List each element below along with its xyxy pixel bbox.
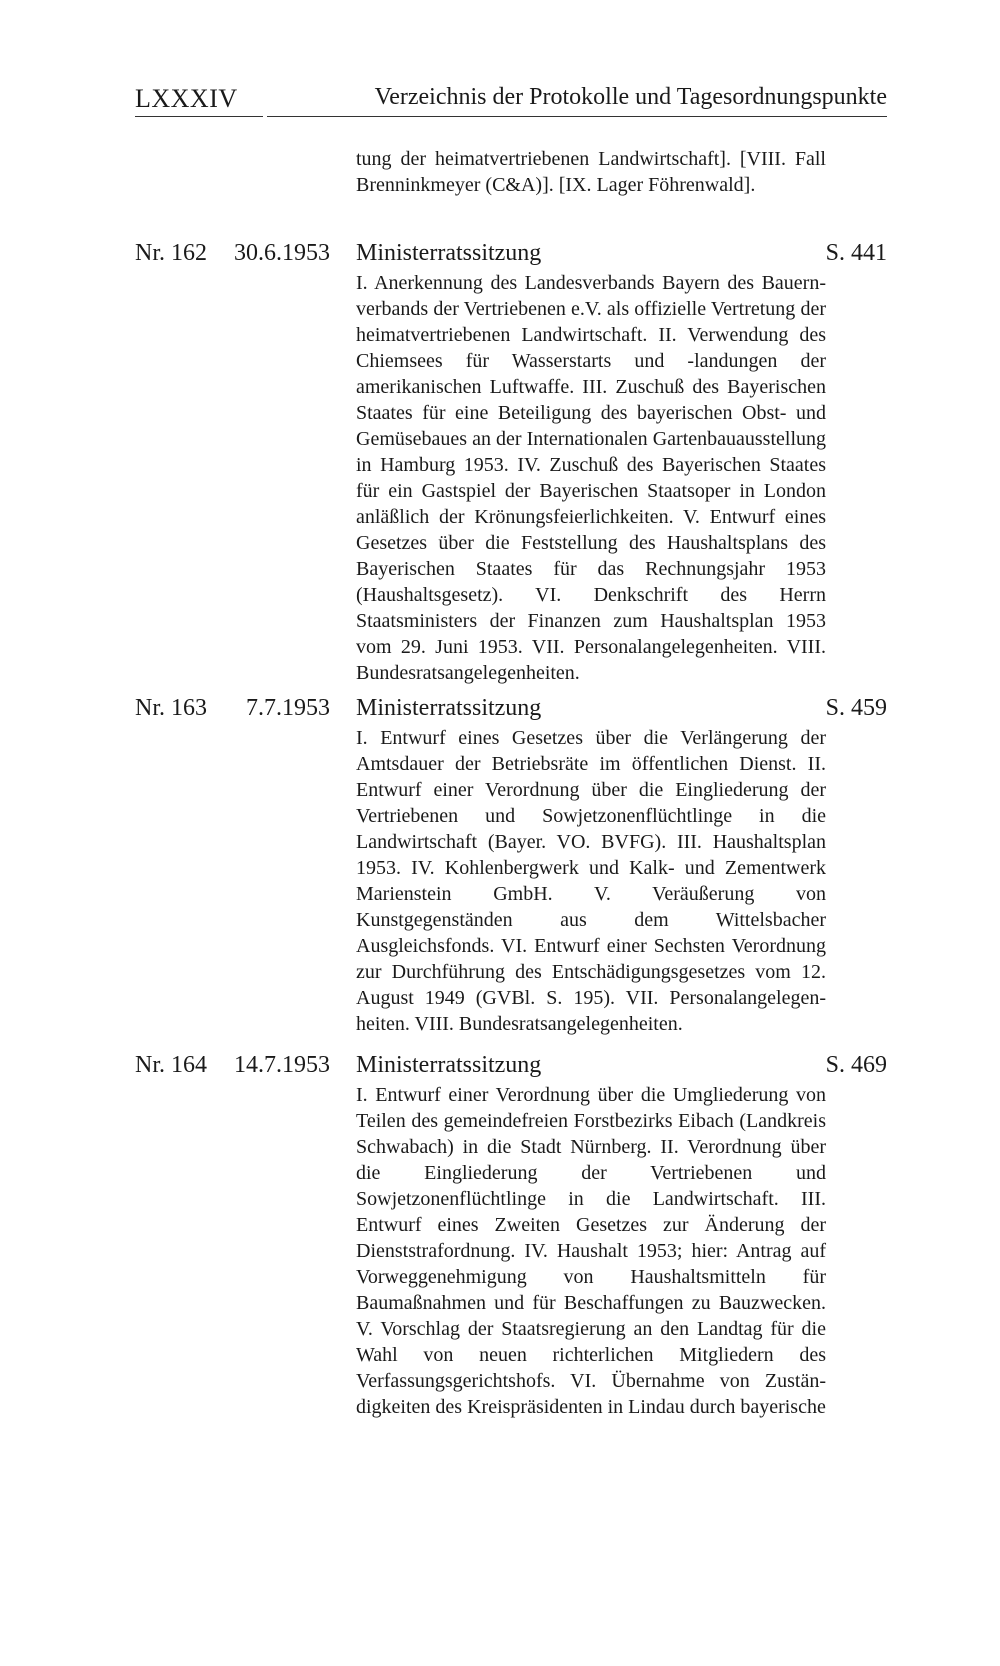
entry-number: Nr. 162 xyxy=(135,240,207,266)
entry-date: 14.7.1953 xyxy=(234,1052,330,1078)
entry-agenda: I. Entwurf einer Verordnung über die Umgliederung von Teilen des gemeindefreien Forstbezirks Eibach (Landkreis Schwabach) in die Stadt Nürnberg. II. Verordnung über die Eingliederung der Vertriebenen und Sowjetzonenflüchtlinge in die Landwirtschaft. III. Entwurf eines Zweiten Gesetzes zur Änderung der Dienststrafordnung. IV. Haushalt 1953; hier: Antrag auf Vorweggenehmigung von Haushaltsmitteln für Baumaßnahmen und für Beschaffungen zu Bauzwecken. V. Vorschlag der Staatsregierung an den Landtag für die Wahl von neuen richterlichen Mitgliedern des Verfassungsgerichtshofs. VI. Übernahme von Zuständigkeiten des Kreispräsidenten in Lindau durch bayerische xyxy=(356,1084,826,1418)
continuation-text: tung der heimatvertriebenen Landwirtschaft]. [VIII. Fall Brenninkmeyer (C&A)]. [IX. Lager Föhrenwald]. xyxy=(356,148,826,196)
header-rule-right xyxy=(267,116,887,117)
protocol-entry xyxy=(135,695,887,1035)
protocol-entry xyxy=(135,1052,887,1452)
entry-agenda: I. Anerkennung des Landesverbands Bayern des Bauernverbands der Vertriebenen e.V. als offizielle Vertretung der heimatvertriebenen Landwirtschaft. II. Verwendung des Chiemsees für Wasserstarts und -landungen der amerikanischen Luftwaffe. III. Zuschuß des Bayerischen Staates für eine Beteiligung des bayerischen Obst- und Gemüsebaues an der Internationalen Gartenbauausstellung in Hamburg 1953. IV. Zuschuß des Bayerischen Staates für ein Gastspiel der Bayerischen Staatsoper in London anläßlich der Krönungsfeierlichkeiten. V. Entwurf eines Gesetzes über die Feststellung des Haushaltsplans des Bayerischen Staates für das Rechnungsjahr 1953 (Haushaltsgesetz). VI. Denkschrift des Herrn Staatsministers der Finanzen zum Haushaltsplan 1953 vom 29. Juni 1953. VII. Personalangelegenheiten. VIII. Bundesratsangelegenheiten. xyxy=(356,272,826,684)
entry-kind: Ministerratssitzung xyxy=(356,1052,542,1078)
entry-agenda: I. Entwurf eines Gesetzes über die Verlängerung der Amtsdauer der Betriebsräte im öffentlichen Dienst. II. Entwurf einer Verordnung über die Eingliederung der Vertriebenen und Sowjetzonenflüchtlinge in die Landwirtschaft (Bayer. VO. BVFG). III. Haushaltsplan 1953. IV. Kohlenbergwerk und Kalk- und Zementwerk Marienstein GmbH. V. Veräußerung von Kunstgegenständen aus dem Wittelsbacher Ausgleichsfonds. VI. Entwurf einer Sechsten Verordnung zur Durchführung des Entschädigungsgesetzes vom 12. August 1949 (GVBl. S. 195). VII. Personalangelegenheiten. VIII. Bundesratsangelegenheiten. xyxy=(356,727,826,1035)
entry-date: 7.7.1953 xyxy=(246,695,330,721)
entry-kind: Ministerratssitzung xyxy=(356,695,542,721)
entry-date: 30.6.1953 xyxy=(234,240,330,266)
entry-number: Nr. 163 xyxy=(135,695,207,721)
page-folio: LXXXIV xyxy=(135,84,238,113)
running-title: Verzeichnis der Protokolle und Tagesordnungspunkte xyxy=(374,84,887,110)
entry-number: Nr. 164 xyxy=(135,1052,207,1078)
page-header xyxy=(135,78,887,118)
header-rule-left xyxy=(135,116,263,117)
entry-page-ref: S. 469 xyxy=(825,1052,887,1078)
entry-page-ref: S. 441 xyxy=(825,240,887,266)
entry-kind: Ministerratssitzung xyxy=(356,240,542,266)
protocol-entry xyxy=(135,240,887,684)
entry-page-ref: S. 459 xyxy=(825,695,887,721)
